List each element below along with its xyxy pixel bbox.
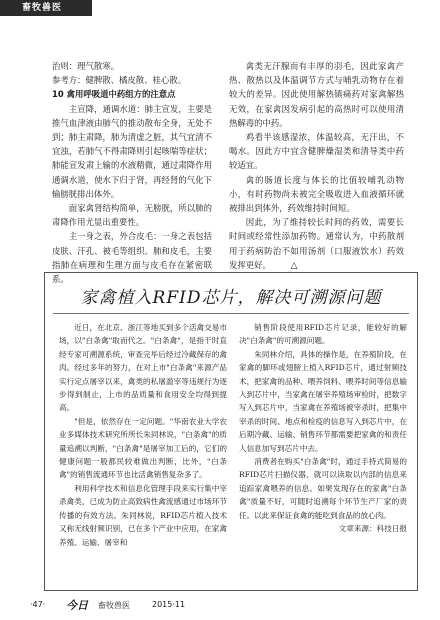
article-source: 文章来源：科技日报	[338, 524, 407, 534]
page-number: ·47·	[30, 600, 46, 609]
article-paragraph: 朱同林介绍，具体的操作是，在养殖阶段，在家禽的脚环或翅膀上植入RFID芯片，通过射频技术，把家禽的品种、喂养饲料、喂养时间等信息输入到芯片中，当家禽在屠宰养殖场审检时，把数字写入到芯片中，当家禽在养殖场被宰杀时，把集中宰杀的时间、地点和检疫的信息写入到芯片中，在后期冷藏、运输、销售环节都需要把家禽的和责任人信息加写到芯片中去。	[239, 349, 407, 453]
end-mark-icon: △	[290, 260, 298, 271]
paragraph: 参考方：健脾散、橘皮散、桂心散。	[52, 75, 186, 86]
article-box	[44, 272, 418, 591]
article-title: 家禽植入RFID芯片，解决可溯源问题	[80, 288, 382, 308]
paragraph: 禽的肠道长度与体长的比值较哺乳动物小，有时药物尚未被完全吸收进入血液循环就被排出到体外，药效维持时间短。	[229, 174, 404, 214]
article-paragraph: 近日，在北京、浙江等地买到多个活禽交易市场，以"白条禽"取而代之。"白条禽"，是指干时直经专家可溯源系统，审查完毕后经过冷藏保存的禽肉。经过多年的努力，在对上市"白条禽"来源产品实行定点屠宰以来，禽类的私屠滥宰等违规行为逐步得到制止，上市的品质量和食用安全均得到提高。	[59, 323, 227, 413]
page-footer	[0, 596, 440, 620]
paragraph-last	[229, 215, 404, 273]
article-paragraph: 利用科学技术和信息化管理手段来实行集中宰杀禽类，已成为防止高致病性禽流感通过市场环节传播的有效方法。朱同林说，RFID芯片植入技术又称无线射频识别，已在多个产业中应用，在家禽养殖、运输、屠宰和	[59, 483, 227, 547]
title-divider	[53, 313, 409, 314]
article-paragraph: 消费者在购买"白条禽"时，通过手持式简易的RFID芯片扫描仪器，就可以读取以内部的信息来追踪家禽喂养的信息。如果发现存在的家禽"白条禽"质量不好，可随时追溯每个环节生产厂家的责任。以此来保证食禽的能吃到食品的放心肉。	[239, 457, 407, 520]
paragraph: 面家禽肾结构简单，无膀胱，所以肺的肃降作用尤显出重要性。	[52, 203, 212, 228]
article-left-column	[59, 321, 227, 549]
paragraph: 主宣降，通调水道：肺主宣发，主要是推气血津液由肺气的推动散布全身，无处不到；肺主肃降，肺为清虚之脏，其气宜清不宜浊，若肺气不得肃降则引起咳喘等症状；肺能宣发肃上输的水液精微，通过肃降作用通调水道，使水下归于肾，再经肾的气化下输膀胱排出体外。	[52, 103, 212, 199]
paragraph-text: 因此，为了维持较长时间的药效，需要长时间或经常性添加药物。通常认为，中药散剂用于药病防治不如用汤剂（口服液饮水）药效发挥更好。	[229, 217, 404, 270]
publication-subtitle: 畜牧兽医	[98, 601, 130, 610]
section-header: 畜牧兽医	[0, 0, 92, 16]
article-right-column	[239, 321, 407, 536]
article-paragraph: "但是，依然存在一定问题。"华南农业大学农业多媒体技术研究所所长朱同林说，"白条禽"的质量追溯以判断，"白条禽"是屠宰加工后的，它们的健康问题一般都民较难做出判断，比外，"白条禽"的销售流通环节也比活禽销售复杂多了。	[59, 416, 227, 480]
paragraph: 主一身之表，外合皮毛：一身之表包括皮肤、汗孔、被毛等组织。肺和皮毛，主要指肺在病理和生理方面与皮毛存在紧密联系。	[52, 231, 212, 285]
article-paragraph: 销售阶段使用RFID芯片记录，能较好的解决"白条禽"的可溯源问题。	[239, 323, 407, 346]
right-column-top	[229, 59, 404, 273]
paragraph: 禽类无汗腺而有丰厚的羽毛，因此家禽产热、散热以及体温调节方式与哺乳动物存在着较大的差异。因此使用解热镇痛药对家禽解热无效，在家禽因发病引起的高热时可以使用清热解毒的中药。	[229, 61, 404, 128]
section-subheading: 10 禽用呼吸道中药组方的注意点	[52, 89, 176, 100]
issue-date: 2015·11	[152, 600, 186, 609]
left-column-top	[52, 59, 212, 286]
paragraph: 治则：理气散寒。	[52, 61, 119, 71]
publication-name: 今日	[66, 599, 88, 612]
paragraph: 鸡看半该感湿浓，体温较高，无汗出，不喝水。因此方中宜含健脾燥湿类和清导类中药较适宜。	[229, 132, 404, 171]
